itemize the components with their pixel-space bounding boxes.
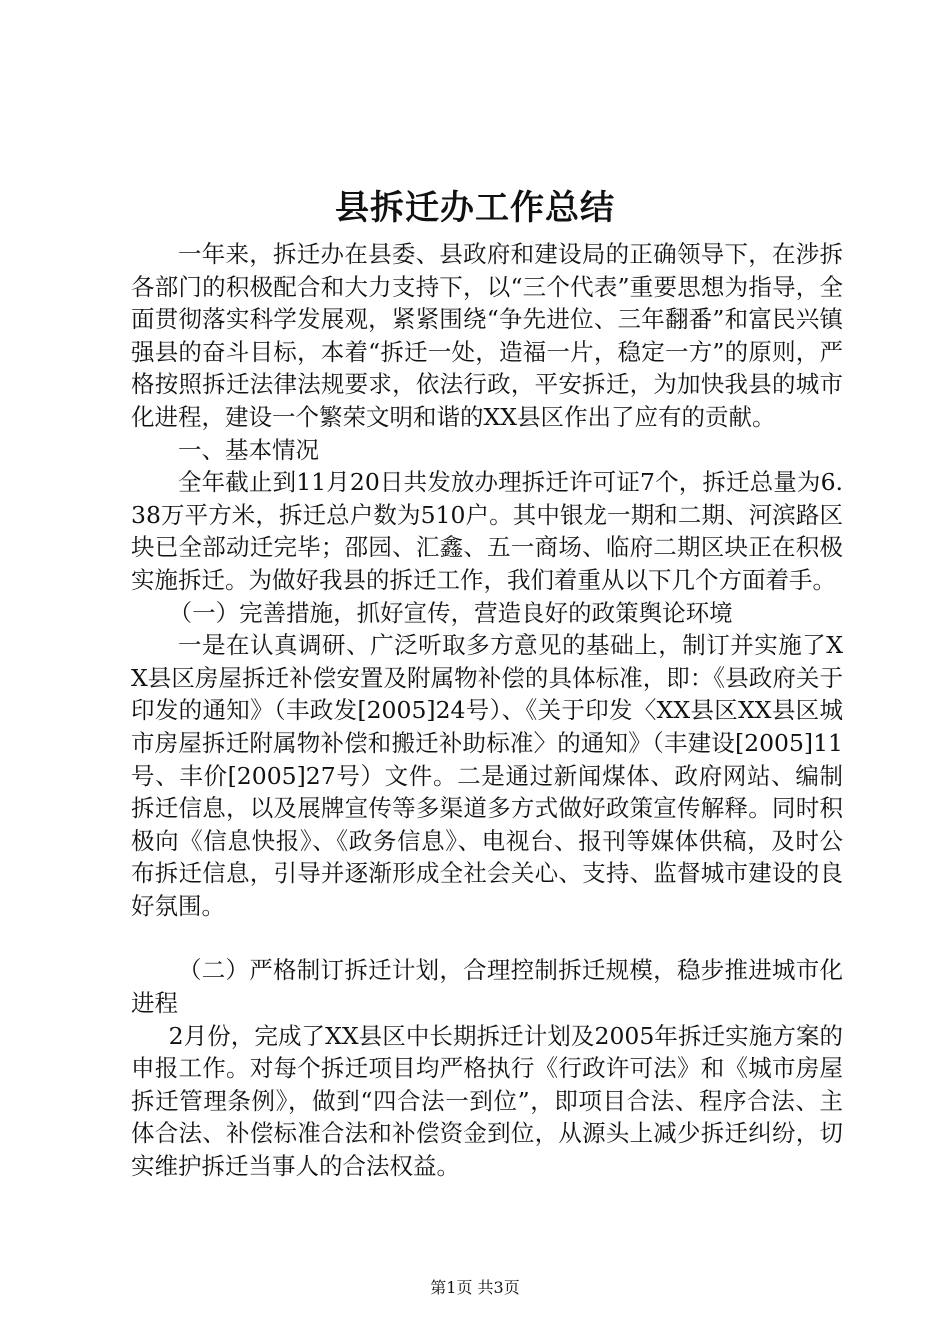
subsection-2-paragraph: 2月份，完成了XX县区中长期拆迁计划及2005年拆迁实施方案的申报工作。对每个拆迁项目均严格执行《行政许可法》和《城市房屋拆迁管理条例》，做到“四合法一到位”，即项目合法、程序合法、主体合法、补偿标准合法和补偿资金到位，从源头上减少拆迁纠纷，切实维护拆迁当事人的合法权益。: [131, 1021, 843, 1181]
document-title: 县拆迁办工作总结: [335, 188, 615, 228]
section-heading-basic: 一、基本情况: [178, 435, 319, 464]
basic-situation-paragraph: 全年截止到11月20日共发放办理拆迁许可证7个，拆迁总量为6.38万平方米，拆迁总户数为510户。其中银龙一期和二期、河滨路区块已全部动迁完毕；邵园、汇鑫、五一商场、临府二期区块正在积极实施拆迁。为做好我县的拆迁工作，我们着重从以下几个方面着手。: [131, 468, 843, 594]
subsection-heading-2: （二）严格制订拆迁计划，合理控制拆迁规模，稳步推进城市化进程: [131, 956, 843, 1018]
subsection-1-paragraph: 一是在认真调研、广泛听取多方意见的基础上，制订并实施了XX县区房屋拆迁补偿安置及附属物补偿的具体标准，即：《县政府关于印发的通知》（丰政发[2005]24号）、《关于印发〈XX县区XX县区城市房屋拆迁附属物补偿和搬迁补助标准〉的通知》（丰建设[2005]11号、丰价[2005]27号）文件。二是通过新闻煤体、政府网站、编制拆迁信息，以及展牌宣传等多渠道多方式做好政策宣传解释。同时积极向《信息快报》、《政务信息》、电视台、报刊等媒体供稿，及时公布拆迁信息，引导并逐渐形成全社会关心、支持、监督城市建设的良好氛围。: [131, 631, 843, 920]
subsection-heading-1: （一）完善措施，抓好宣传，营造良好的政策舆论环境: [168, 598, 733, 627]
page-footer: 第1页 共3页: [430, 1278, 520, 1297]
intro-paragraph: 一年来，拆迁办在县委、县政府和建设局的正确领导下，在涉拆各部门的积极配合和大力支持下，以“三个代表”重要思想为指导，全面贯彻落实科学发展观，紧紧围绕“争先进位、三年翻番”和富民兴镇强县的奋斗目标，本着“拆迁一处，造福一片，稳定一方”的原则，严格按照拆迁法律法规要求，依法行政，平安拆迁，为加快我县的城市化进程，建设一个繁荣文明和谐的XX县区作出了应有的贡献。: [131, 240, 843, 431]
paragraph-gap: [131, 922, 843, 954]
document-body: [131, 238, 843, 1183]
